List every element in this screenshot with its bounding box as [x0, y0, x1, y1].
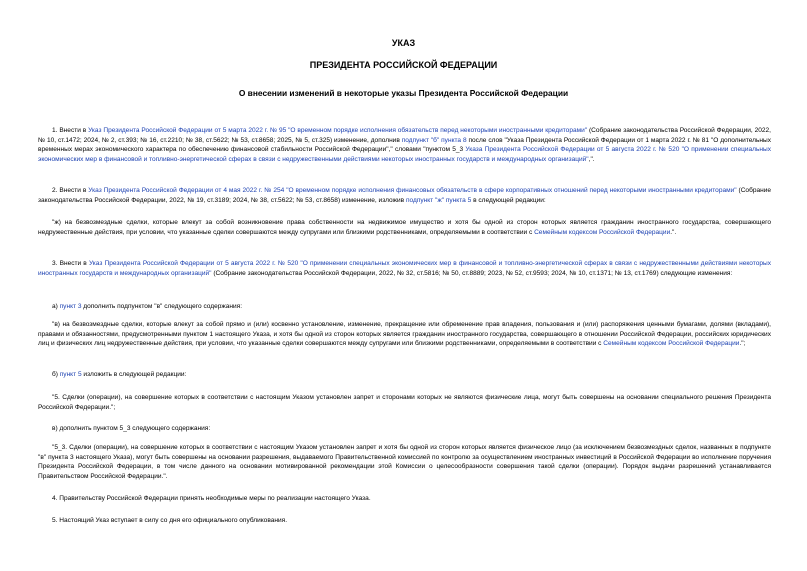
- paragraph-3a: [38, 302, 771, 312]
- p2q-text-b: .".: [670, 228, 677, 236]
- p3a-text-b: дополнить подпунктом "в" следующего содержания:: [81, 303, 243, 310]
- p1-text-b: (Собрание законодательства Российской Федерации, 2022, № 10, ст.1472; 2024, № 2, ст.393; № 16, ст.2210; № 38, ст.5622; № 53, ст.8658; 2025, № 5, ст.325) изменение, дополнив: [38, 127, 771, 144]
- paragraph-3b-quote: [38, 393, 771, 412]
- paragraph-2-quote: [38, 218, 771, 237]
- p5-text-a: 5. Настоящий Указ вступает в силу со дня его официального опубликования.: [52, 517, 288, 524]
- p3b-text-a: б): [52, 371, 60, 378]
- paragraph-3b: [38, 370, 771, 380]
- paragraph-3c-quote: [38, 443, 771, 481]
- paragraph-3c: [38, 424, 771, 434]
- p3aq-text-b: .";: [739, 340, 746, 348]
- p3a-link-point-3[interactable]: пункт 3: [59, 303, 82, 310]
- p3c-text-a: в) дополнить пунктом 5_3 следующего содержания:: [52, 425, 211, 432]
- p2-text-a: 2. Внести в: [52, 187, 89, 194]
- paragraph-1: [38, 126, 771, 164]
- p2-text-b: (Собрание законодательства Российской Федерации, 2022, № 19, ст.3189; 2024, № 38, ст.5622; № 53, ст.8658) изменение, изложив: [38, 187, 772, 204]
- paragraph-5: [38, 516, 771, 526]
- p1-text-a: 1. Внести в: [52, 127, 89, 134]
- p3-text-a: 3. Внести в: [52, 260, 89, 267]
- p3-link-decree-520[interactable]: Указ Президента Российской Федерации от 5 августа 2022 г. № 520 "О применении специальных экономических мер в финансовой и топливно-энергетической сферах в связи с недружественными действиями некоторых иностранных государств и международных организаций": [38, 260, 771, 277]
- p3bq-text-a: "5. Сделки (операции), на совершение которых в соответствии с настоящим Указом установлен запрет и сторонами которых не являются физические лица, могут быть совершены на основании специального решения Президента Российской Федерации.";: [38, 394, 771, 411]
- doc-title-line1: УКАЗ: [391, 38, 416, 48]
- p3-text-b: (Собрание законодательства Российской Федерации, 2022, № 32, ст.5816; № 50, ст.8889; 2023, № 52, ст.9593; 2024, № 10, ст.1371; № 13, ст.1769) следующие изменения:: [211, 269, 733, 277]
- p1-link-decree-95[interactable]: Указ Президента Российской Федерации от 5 марта 2022 г. № 95 "О временном порядке исполнения обязательств перед некоторыми иностранными кредиторами": [88, 127, 588, 134]
- p2-text-c: в следующей редакции:: [471, 196, 546, 204]
- p2q-link-family-code[interactable]: Семейным кодексом Российской Федерации: [534, 228, 671, 236]
- paragraph-2: [38, 186, 771, 205]
- p2q-text-a: "ж) на безвозмездные сделки, которые влекут за собой возникновение права собственности на недвижимое имущество и хотя бы одной из сторон которых является гражданин иностранного государства, совершающего недружественные действия, при условии, что указанные сделки совершаются между супругами или близкими родственниками, определяемыми в соответствии с: [38, 219, 771, 236]
- doc-title-line2: ПРЕЗИДЕНТА РОССИЙСКОЙ ФЕДЕРАЦИИ: [309, 60, 498, 70]
- p1-link-subpoint-b[interactable]: подпункт "б" пункта 8: [401, 136, 467, 144]
- p3aq-link-family-code[interactable]: Семейным кодексом Российской Федерации: [603, 340, 740, 348]
- p3cq-text-a: "5_3. Сделки (операции), на совершение которых в соответствии с настоящим Указом установлен запрет и хотя бы одной из сторон которых является физическое лицо (за исключением безвозмездных сделок, названных в подпункте "в" пункта 3 настоящего Указа), могут быть совершены на основании разрешения, выдаваемого Правительственной комиссией по контролю за осуществлением иностранных инвестиций в Российской Федерации во исполнение поручения Президента Российской Федерации, в том числе данного на основании мотивированной рекомендации этой Комиссии о целесообразности совершения такой сделки (операции). Порядок выдачи разрешений устанавливается Правительством Российской Федерации.".: [38, 444, 771, 480]
- p3b-link-point-5[interactable]: пункт 5: [59, 371, 82, 378]
- p4-text-a: 4. Правительству Российской Федерации принять необходимые меры по реализации настоящего Указа.: [52, 495, 371, 502]
- p2-link-subpoint-zh[interactable]: подпункт "ж" пункта 5: [405, 196, 472, 204]
- p3aq-text-a: "в) на безвозмездные сделки, которые влекут за собой прямо и (или) косвенно установление, изменение, прекращение или обременение прав владения, пользования и (или) распоряжения ценными бумагами, долями (вкладами), правами и обязанностями, предусмотренными пунктом 1 настоящего Указа, и хотя бы одной из сторон которых является гражданин иностранного государства, совершающего в отношении Российской Федерации, российских юридических лиц и физических лиц недружественные действия, при условии, что указанные сделки совершаются между супругами или близкими родственниками, определяемыми в соответствии с: [38, 321, 771, 348]
- p3b-text-b: изложить в следующей редакции:: [81, 371, 187, 378]
- paragraph-3: [38, 259, 771, 278]
- paragraph-4: [38, 494, 771, 504]
- p1-link-decree-520[interactable]: Указа Президента Российской Федерации от 5 августа 2022 г. № 520 "О применении специальных экономических мер в финансовой и топливно-энергетической сферах в связи с недружественными действиями некоторых иностранных государств и международных организаций": [38, 146, 771, 163]
- paragraph-3a-quote: [38, 320, 771, 349]
- p1-text-c: после слов "Указа Президента Российской Федерации от 1 марта 2022 г. № 81 "О дополнительных временных мерах экономического характера по обеспечению финансовой стабильности Российской Федерации"," словами "пунктом 5_3: [38, 136, 771, 154]
- p2-link-decree-254[interactable]: Указ Президента Российской Федерации от 4 мая 2022 г. № 254 "О временном порядке исполнения финансовых обязательств в сфере корпоративных отношений перед некоторыми иностранными кредиторами": [88, 187, 737, 194]
- p3a-text-a: а): [52, 303, 60, 310]
- doc-subtitle: О внесении изменений в некоторые указы Президента Российской Федерации: [238, 88, 569, 98]
- p1-text-d: ,".: [588, 155, 595, 163]
